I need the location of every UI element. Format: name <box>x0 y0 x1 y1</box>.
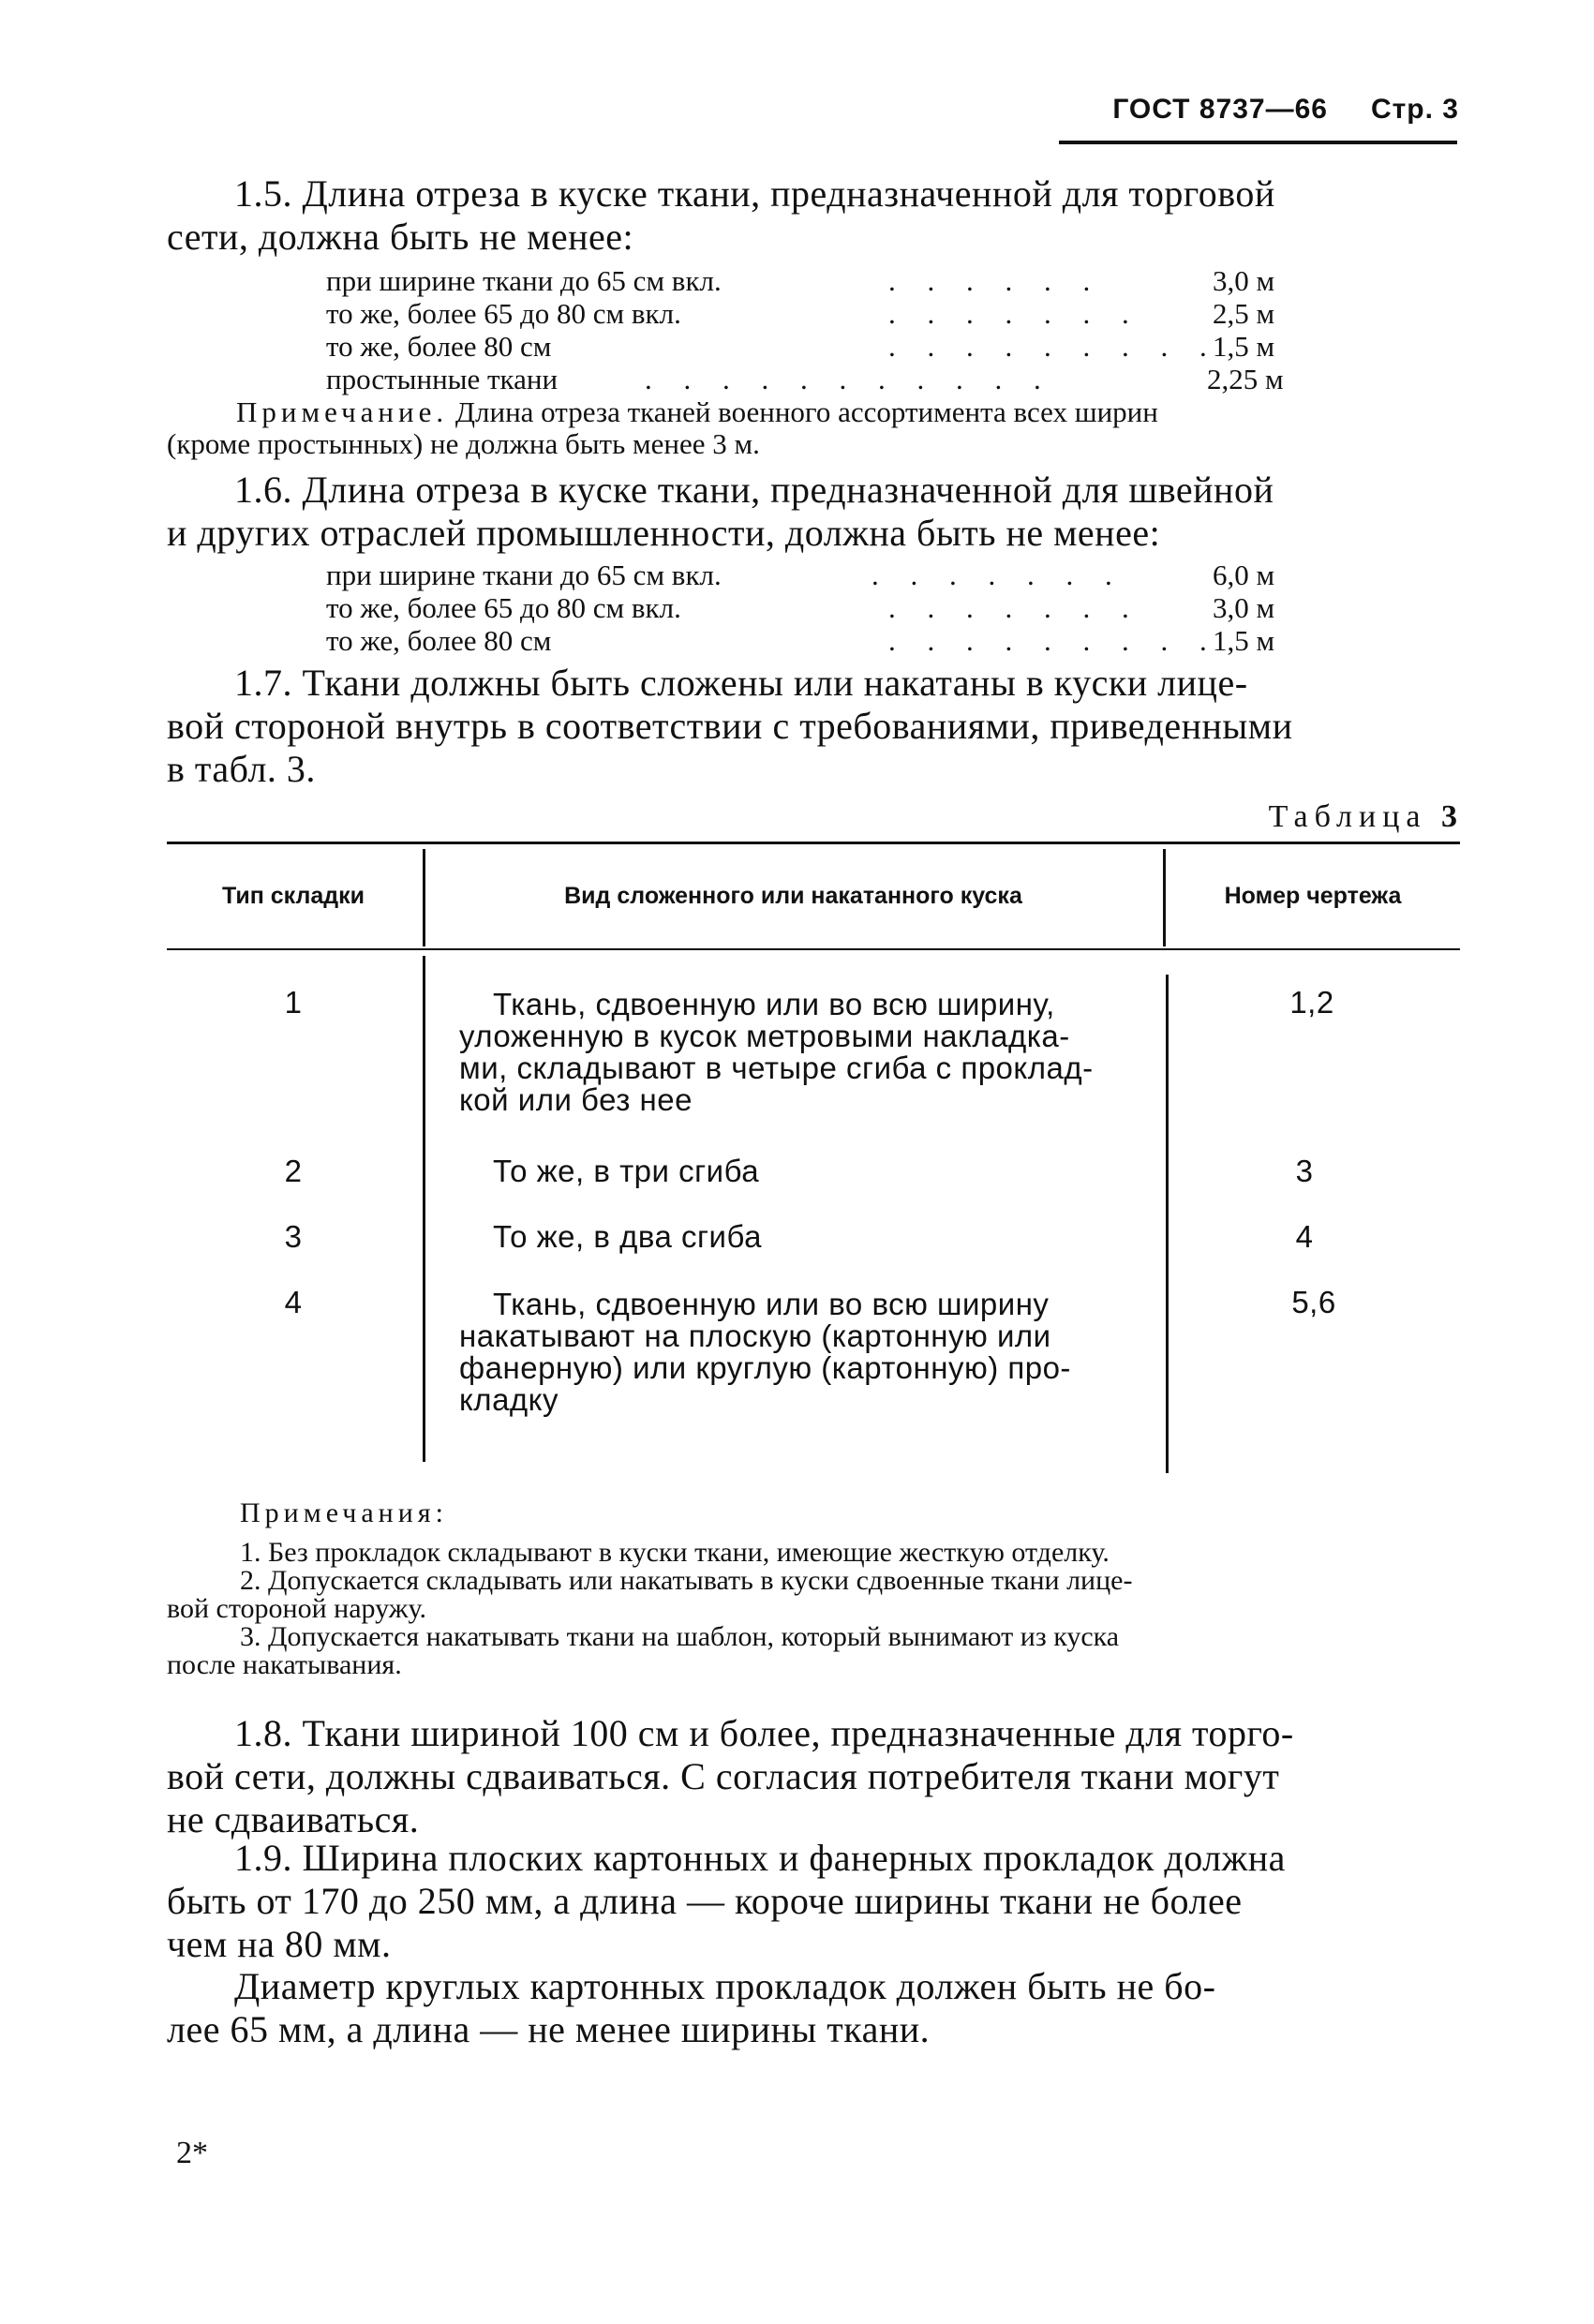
section-1-7-line: в табл. 3. <box>167 748 316 790</box>
table-cell-description <box>459 1221 1143 1253</box>
table-header-cell: Тип складки <box>222 883 365 909</box>
section-1-6-list <box>326 559 1310 657</box>
table-caption-word: Таблица <box>1268 799 1427 834</box>
list-item <box>326 330 1310 363</box>
item-leader: . . . . . . . <box>888 591 1141 624</box>
standard-code: ГОСТ 8737—66 <box>1112 94 1328 125</box>
note-item: 3. Допускается накатывать ткани на шаблон, который вынимают из куска <box>240 1621 1120 1652</box>
table-cell-drawing: 3 <box>1295 1154 1314 1188</box>
description-line: уложенную в кусок метровыми накладка- <box>459 1019 1070 1053</box>
section-1-7-text <box>167 662 1460 791</box>
table-top-rule <box>167 842 1460 844</box>
notes-heading: Примечания: <box>240 1497 448 1528</box>
note-item-continuation: после накатывания. <box>167 1649 402 1680</box>
list-item <box>326 591 1310 624</box>
item-value: 2,25 м <box>1207 363 1284 395</box>
section-1-9-text <box>167 1837 1460 1966</box>
section-1-5-list <box>326 264 1310 395</box>
section-1-9-line: 1.9. Ширина плоских картонных и фанерных прокладок должна <box>234 1837 1286 1879</box>
item-value: 1,5 м <box>1213 624 1275 657</box>
item-label: простынные ткани <box>326 363 559 395</box>
section-1-5-line: 1.5. Длина отреза в куске ткани, предназначенной для торговой <box>234 172 1275 215</box>
note-text: (кроме простынных) не должна быть менее 3 м. <box>167 427 760 460</box>
section-1-8-line: 1.8. Ткани шириной 100 см и более, предназначенные для торго- <box>234 1712 1294 1754</box>
notes-list <box>167 1539 1469 1679</box>
signature-mark: 2* <box>176 2136 208 2170</box>
table-caption-number: 3 <box>1441 799 1457 834</box>
section-1-9-line: быть от 170 до 250 мм, а длина — короче ширины ткани не более <box>167 1880 1243 1922</box>
note-item: 2. Допускается складывать или накатывать в куски сдвоенные ткани лице- <box>240 1565 1133 1596</box>
item-label: при ширине ткани до 65 см вкл. <box>326 264 722 297</box>
item-value: 2,5 м <box>1213 297 1275 330</box>
description-line: То же, в три сгиба <box>493 1154 760 1188</box>
description-line: То же, в два сгиба <box>493 1219 762 1254</box>
item-value: 3,0 м <box>1213 264 1275 297</box>
list-item <box>326 363 1310 395</box>
note-label: Примечание. <box>236 395 449 428</box>
description-line: фанерную) или круглую (картонную) про- <box>459 1350 1071 1385</box>
item-leader: . . . . . . <box>888 264 1103 297</box>
section-1-8-line: не сдваиваться. <box>167 1798 420 1840</box>
item-label: при ширине ткани до 65 см вкл. <box>326 559 722 591</box>
item-label: то же, более 65 до 80 см вкл. <box>326 297 681 330</box>
table-cell-description <box>459 1289 1143 1416</box>
section-1-6-text <box>167 469 1460 555</box>
table-cell-description <box>459 1155 1143 1187</box>
table-cell-drawing: 4 <box>1295 1219 1314 1254</box>
section-1-5-note <box>167 396 1460 460</box>
section-1-9-line: Диаметр круглых картонных прокладок должен быть не бо- <box>234 1965 1216 2007</box>
section-1-6-line: 1.6. Длина отреза в куске ткани, предназначенной для швейной <box>234 469 1274 511</box>
description-line: кладку <box>459 1382 559 1417</box>
page-number: Стр. 3 <box>1370 94 1459 125</box>
table-caption <box>1269 799 1457 835</box>
table-header-cell: Вид сложенного или накатанного куска <box>564 883 1022 909</box>
item-value: 1,5 м <box>1213 330 1275 363</box>
section-1-8-line: вой сети, должны сдваиваться. С согласия потребителя ткани могут <box>167 1755 1280 1797</box>
description-line: ми, складывают в четыре сгиба с проклад- <box>459 1050 1094 1085</box>
description-line: накатывают на плоскую (картонную или <box>459 1318 1051 1353</box>
section-1-7-line: вой стороной внутрь в соответствии с требованиями, приведенными <box>167 705 1293 747</box>
section-1-5-text <box>167 172 1460 259</box>
item-leader: . . . . . . . <box>888 297 1141 330</box>
note-text: Длина отреза тканей военного ассортимента всех ширин <box>454 395 1158 428</box>
section-1-8-text <box>167 1712 1460 1841</box>
table-cell-description <box>459 989 1143 1116</box>
section-1-9-continued <box>167 1965 1460 2051</box>
section-1-5-line: сети, должна быть не менее: <box>167 216 634 258</box>
item-leader: . . . . . . . . . <box>888 624 1219 657</box>
table-header-rule <box>167 948 1460 950</box>
item-value: 6,0 м <box>1213 559 1275 591</box>
table-header-cell: Номер чертежа <box>1224 883 1402 909</box>
item-label: то же, более 80 см <box>326 624 552 657</box>
table-cell-type: 1 <box>284 985 303 1020</box>
table-cell-type: 2 <box>284 1154 303 1188</box>
description-line: Ткань, сдвоенную или во всю ширину, <box>493 987 1055 1021</box>
note-item: 1. Без прокладок складывают в куски ткани, имеющие жесткую отделку. <box>240 1537 1110 1568</box>
list-item <box>326 297 1310 330</box>
description-line: кой или без нее <box>459 1082 693 1117</box>
section-1-9-line: лее 65 мм, а длина — не менее ширины ткани. <box>167 2008 931 2050</box>
table-cell-drawing: 1,2 <box>1289 985 1334 1020</box>
item-label: то же, более 65 до 80 см вкл. <box>326 591 681 624</box>
description-line: Ткань, сдвоенную или во всю ширину <box>493 1287 1050 1321</box>
section-1-6-line: и других отраслей промышленности, должна быть не менее: <box>167 512 1161 554</box>
table-body-divider <box>1166 975 1169 1473</box>
item-leader: . . . . . . . . . <box>888 330 1219 363</box>
section-1-9-line: чем на 80 мм. <box>167 1923 392 1965</box>
table-cell-type: 3 <box>284 1219 303 1254</box>
item-leader: . . . . . . . <box>871 559 1125 591</box>
item-label: то же, более 80 см <box>326 330 552 363</box>
header-rule <box>1059 141 1457 144</box>
section-1-7-line: 1.7. Ткани должны быть сложены или накатаны в куски лице- <box>234 662 1248 704</box>
item-leader: . . . . . . . . . . . <box>645 363 1053 395</box>
table-body-divider <box>423 956 425 1462</box>
list-item <box>326 624 1310 657</box>
list-item <box>326 559 1310 591</box>
item-value: 3,0 м <box>1213 591 1275 624</box>
table-cell-drawing: 5,6 <box>1291 1285 1336 1319</box>
note-item-continuation: вой стороной наружу. <box>167 1593 426 1624</box>
list-item <box>326 264 1310 297</box>
table-cell-type: 4 <box>284 1285 303 1319</box>
page-header <box>1047 94 1459 126</box>
